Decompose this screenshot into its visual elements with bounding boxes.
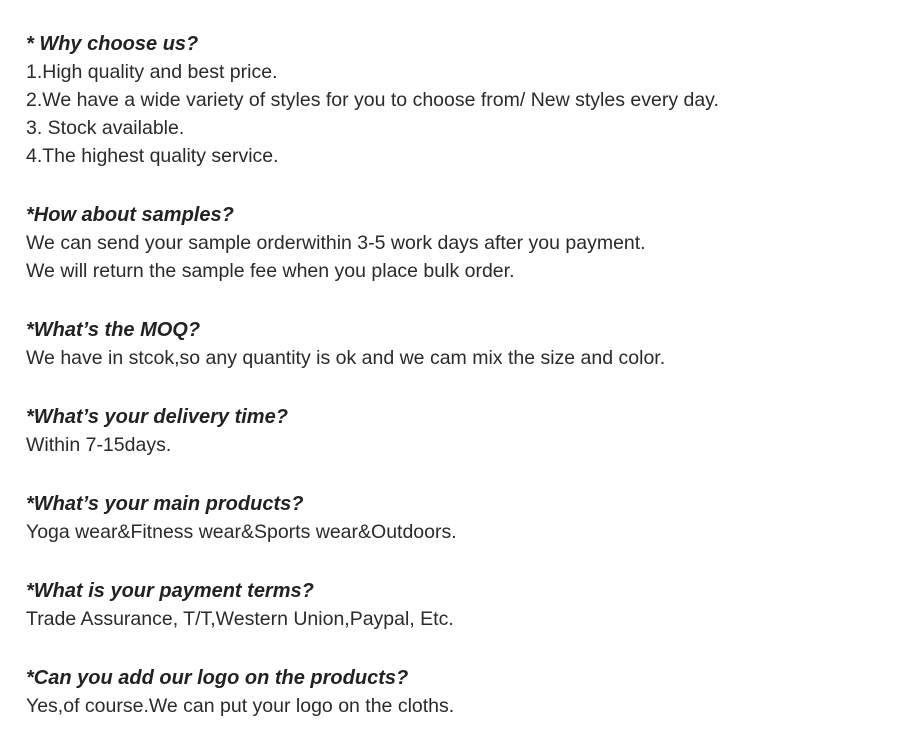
question-delivery-time: *What’s your delivery time? — [26, 406, 288, 428]
answer-line: 3. Stock available. — [26, 117, 185, 139]
answer-line: We have in stcok,so any quantity is ok and we cam mix the size and color. — [26, 347, 666, 369]
question-moq: *What’s the MOQ? — [26, 319, 201, 341]
faq-why-choose-us — [26, 30, 906, 170]
answer-line: 2.We have a wide variety of styles for you to choose from/ New styles every day. — [26, 89, 719, 111]
answer-line: Yoga wear&Fitness wear&Sports wear&Outdoors. — [26, 521, 457, 543]
faq-logo — [26, 664, 906, 720]
answer-line: We can send your sample orderwithin 3-5 work days after you payment. — [26, 232, 646, 254]
question-main-products: *What’s your main products? — [26, 493, 304, 515]
answer-line: Trade Assurance, T/T,Western Union,Paypal, Etc. — [26, 608, 454, 630]
answer-line: We will return the sample fee when you place bulk order. — [26, 260, 515, 282]
question-samples: *How about samples? — [26, 204, 234, 226]
question-payment-terms: *What is your payment terms? — [26, 580, 314, 602]
question-logo: *Can you add our logo on the products? — [26, 667, 409, 689]
answer-line: 4.The highest quality service. — [26, 145, 279, 167]
faq-moq — [26, 316, 906, 372]
faq-payment-terms — [26, 577, 906, 633]
faq-document — [26, 30, 906, 751]
answer-line: Within 7-15days. — [26, 434, 172, 456]
question-why-choose-us: * Why choose us? — [26, 33, 199, 55]
answer-line: Yes,of course.We can put your logo on the cloths. — [26, 695, 455, 717]
faq-main-products — [26, 490, 906, 546]
answer-line: 1.High quality and best price. — [26, 61, 278, 83]
faq-delivery-time — [26, 403, 906, 459]
faq-samples — [26, 201, 906, 285]
